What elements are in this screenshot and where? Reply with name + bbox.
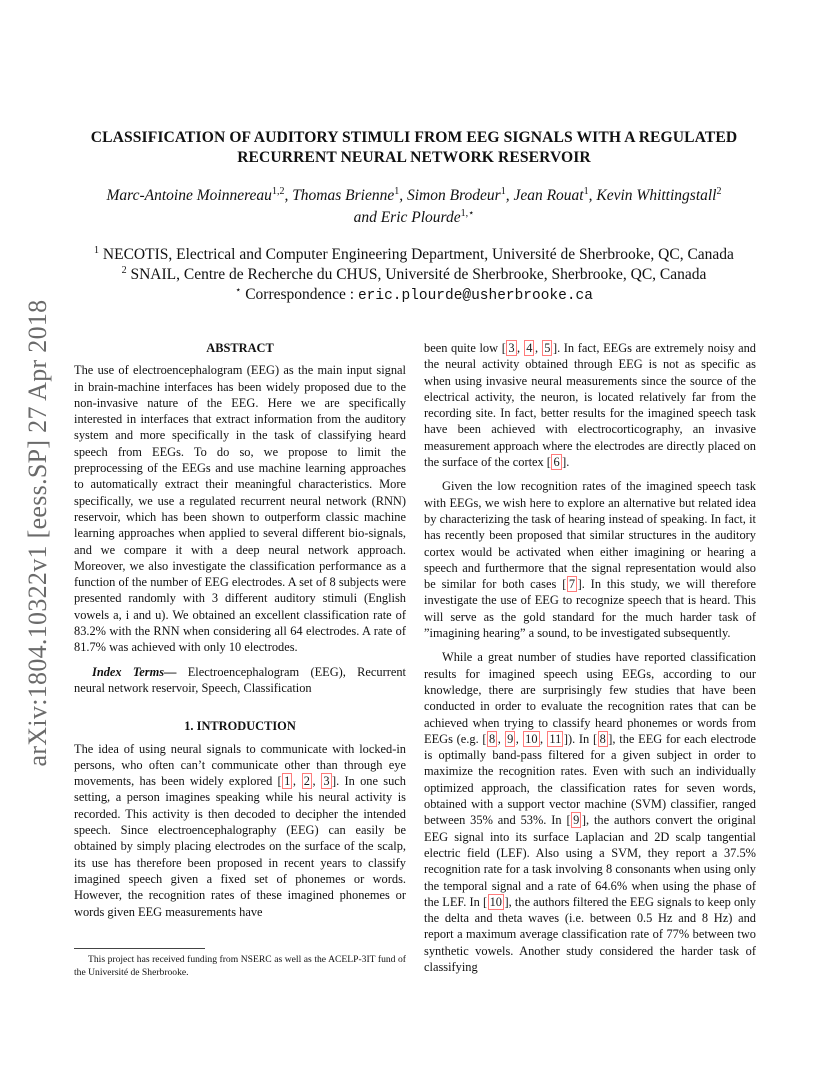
citation-link[interactable]: 6 xyxy=(553,455,560,470)
author-affil-mark: 1,⋆ xyxy=(460,207,475,219)
author-line-1: Marc-Antoine Moinnereau$^{1,2}$, Thomas Brienne$^1$, Simon Brodeur$^1$, Jean Rouat$^1$, Kevin Whittingstall$^2$ xyxy=(106,185,722,204)
citation-link[interactable]: 11 xyxy=(549,731,562,746)
left-column xyxy=(74,340,406,920)
author-affil-mark: 1 xyxy=(500,185,506,197)
author-name: Jean Rouat xyxy=(513,187,584,204)
author-affil-mark: 1 xyxy=(583,185,589,197)
index-terms-label: Index Terms— xyxy=(92,664,177,679)
citation-link[interactable]: 3 xyxy=(508,341,515,355)
citation-link[interactable]: 9 xyxy=(573,813,580,828)
citation-link[interactable]: 7 xyxy=(568,577,576,592)
footnote-divider xyxy=(74,948,205,949)
author-name: Eric Plourde xyxy=(380,209,461,226)
author-affil-mark: 2 xyxy=(716,185,722,197)
right-column xyxy=(424,340,756,975)
right-paragraph-3: While a great number of studies have reported classification results for imagined speech using EEGs, according to our knowledge, there are surprisingly few studies that have been conducted in order to evaluate the recognition rates that can be achieved when trying to classify heard phonemes or words from EEGs (e.g. [ 8 , 9 , 10 , 11 ]). In [ 8 ], the EEG for each electrode is optimally band-pass filtered for a given subject in order to maximize the recognition rates. Even with such an individually optimized approach, the classification rates for seven words, obtained with a support vector machine (SVM) classifier, ranged between 35% and 53%. In [ 9 ], the authors convert the original EEG signal into its surface Laplacian and 2D scalp tangential electric field (LEF). Also using a SVM, they report a 37.5% recognition rate for a task involving 8 consonants when using only the temporal signal and a rate of 64.6% when using the phase of the LEF. In [ 10 ], the authors filtered the EEG signals to keep only the delta and theta waves (i.e. between 0.5 Hz and 8 Hz) and report a maximum average classification rate of 77% between two synthetic vowels. Another study considered the harder task of classifying xyxy=(424,650,756,974)
right-paragraph-2: Given the low recognition rates of the imagined speech task with EEGs, we wish here to explore an alternative but related idea by characterizing the task of hearing instead of speaking. In fact, it has recently been proposed that similar structures in the auditory cortex would be activated when either imagining or hearing a speech and furthermore that the signal representation would also be similar for both cases [ 7 ]. In this study, we will therefore investigate the use of EEG to recognize speech that is heard. This will serve as the gold standard for the much harder task of ”imagining hearing” a sound, to be investigated subsequently. xyxy=(424,479,756,641)
arxiv-identifier: arXiv:1804.10322v1 [eess.SP] 27 Apr 2018 xyxy=(23,299,52,767)
citation-link[interactable]: 9 xyxy=(507,731,514,746)
correspondence: ⋆ Correspondence : eric.plourde@usherbrooke.ca xyxy=(235,284,593,304)
author-line-2 xyxy=(60,207,768,229)
author-name: Thomas Brienne xyxy=(292,187,395,204)
citation-link[interactable]: 3 xyxy=(323,774,330,789)
citation-link[interactable]: 10 xyxy=(489,894,502,909)
author-conjunction: and xyxy=(353,209,377,226)
abstract-body: The use of electroencephalogram (EEG) as the main input signal in brain-machine interfaces has been widely proposed due to the non-invasive nature of the EEG. Here we are specifically interested in interfaces that extract information from the auditory system and more specifically in the task of classifying heard speech from EEGs. To do so, we propose to limit the preprocessing of the EEGs and use machine learning approaches to automatically extract their meaningful characteristics. More specifically, we use a regulated recurrent neural network (RNN) reservoir, which has been shown to outperform classic machine learning approaches when applied to several different bio-signals, and we compare it with a deep neural network approach. Moreover, we also investigate the classification performance as a function of the number of EEG electrodes. A set of 8 subjects were presented randomly with 3 different auditory stimuli (English vowels a, i and u). We obtained an excellent classification rate of 83.2% with the RNN when considering all 64 electrodes. A rate of 81.7% was achieved with only 10 electrodes. xyxy=(74,363,406,655)
citation-link[interactable]: 2 xyxy=(303,774,310,789)
index-terms xyxy=(74,664,406,697)
citation-link[interactable]: 1 xyxy=(284,774,291,789)
intro-paragraph-1: The idea of using neural signals to communicate with locked-in persons, who often can’t communicate other than through eye movements, has been widely explored [ 1 , 2 , 3 ]. In one such setting, a person imagines speaking while his neural activity is recorded. This activity is then decoded to decipher the intended speech. Since electroencephalography (EEG) can easily be obtained by simply placing electrodes on the surface of the scalp, its use has therefore been proposed in recent years to classify imagined speech given a fixed set of phonemes or words. However, the recognition rates of these imagined phonemes or words given EEG measurements have xyxy=(74,741,406,919)
index-terms-text: Electroencephalogram (EEG), Recurrent neural network reservoir, Speech, Classification xyxy=(74,664,406,695)
author-name: Marc-Antoine Moinnereau xyxy=(106,187,272,204)
author-affil-mark: 1 xyxy=(394,185,400,197)
right-paragraph-1: been quite low [ 3 , 4 , 5 ]. In fact, EEGs are extremely noisy and the neural activity obtained through EEG is not as specific as when using invasive neural measurements since the source of the electrical activity, the neuron, is located relatively far from the recording site. In fact, better results for the imagined speech task have been achieved with electrocorticography, an invasive measurement approach where the electrodes are directly placed on the surface of the cortex [ 6 ]. xyxy=(424,341,756,470)
author-list xyxy=(60,185,768,229)
citation-link[interactable]: 8 xyxy=(599,731,606,746)
paper-title xyxy=(60,128,768,168)
author-affil-mark: 1,2 xyxy=(271,185,285,197)
introduction-heading: 1. INTRODUCTION xyxy=(184,719,296,734)
citation-link[interactable]: 5 xyxy=(544,341,551,355)
arxiv-sidebar xyxy=(18,283,58,783)
title-line-1: CLASSIFICATION OF AUDITORY STIMULI FROM EEG SIGNALS WITH A REGULATED xyxy=(90,129,738,146)
funding-footnote: This project has received funding from NSERC as well as the ACELP-3IT fund of the Université de Sherbrooke. xyxy=(74,954,406,978)
affiliation-1: $^1$ NECOTIS, Electrical and Computer Engineering Department, Université de Sherbrooke, QC, Canada xyxy=(94,244,734,263)
affiliation-2: $^2$ SNAIL, Centre de Recherche du CHUS, Université de Sherbrooke, Sherbrooke, QC, Canada xyxy=(121,264,707,283)
author-name: Kevin Whittingstall xyxy=(596,187,717,204)
citation-link[interactable]: 10 xyxy=(525,731,538,746)
abstract-heading: ABSTRACT xyxy=(206,341,274,355)
title-line-2: RECURRENT NEURAL NETWORK RESERVOIR xyxy=(237,149,591,166)
citation-link[interactable]: 4 xyxy=(526,341,533,355)
author-name: Simon Brodeur xyxy=(406,187,501,204)
affiliations xyxy=(60,245,768,306)
correspondence-email[interactable]: eric.plourde@usherbrooke.ca xyxy=(357,288,593,304)
citation-link[interactable]: 8 xyxy=(489,731,496,746)
